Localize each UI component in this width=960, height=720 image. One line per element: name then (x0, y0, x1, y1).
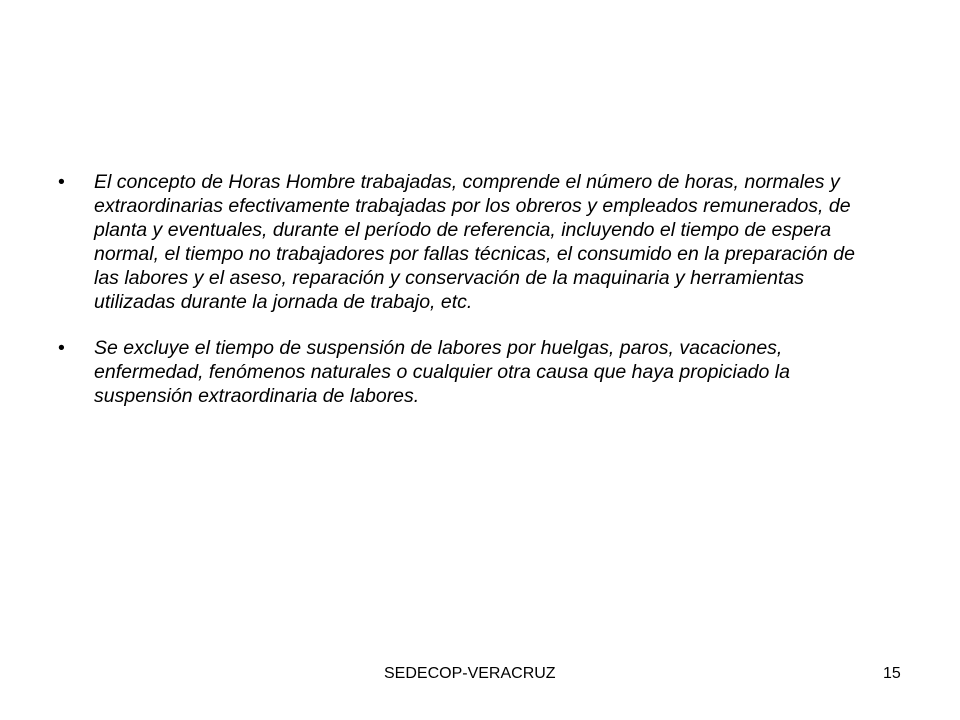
bullet-marker: • (58, 337, 65, 359)
bullet-item-exclusion (58, 336, 858, 408)
bullet-item-definition (58, 170, 858, 314)
bullet-list (58, 170, 858, 430)
page-number: 15 (883, 665, 901, 682)
bullet-text: Se excluye el tiempo de suspensión de labores por huelgas, paros, vacaciones, enfermedad, fenómenos naturales o cualquier otra causa que haya propiciado la suspensión extraordinaria de labores. (94, 337, 790, 407)
bullet-marker: • (58, 171, 65, 193)
footer-text: SEDECOP-VERACRUZ (384, 665, 556, 682)
bullet-text: El concepto de Horas Hombre trabajadas, comprende el número de horas, normales y extraordinarias efectivamente trabajadas por los obreros y empleados remunerados, de planta y eventuales, durante el período de referencia, incluyendo el tiempo de espera normal, el tiempo no trabajadores por fallas técnicas, el consumido en la preparación de las labores y el aseso, reparación y conservación de la maquinaria y herramientas utilizadas durante la jornada de trabajo, etc. (94, 171, 855, 313)
